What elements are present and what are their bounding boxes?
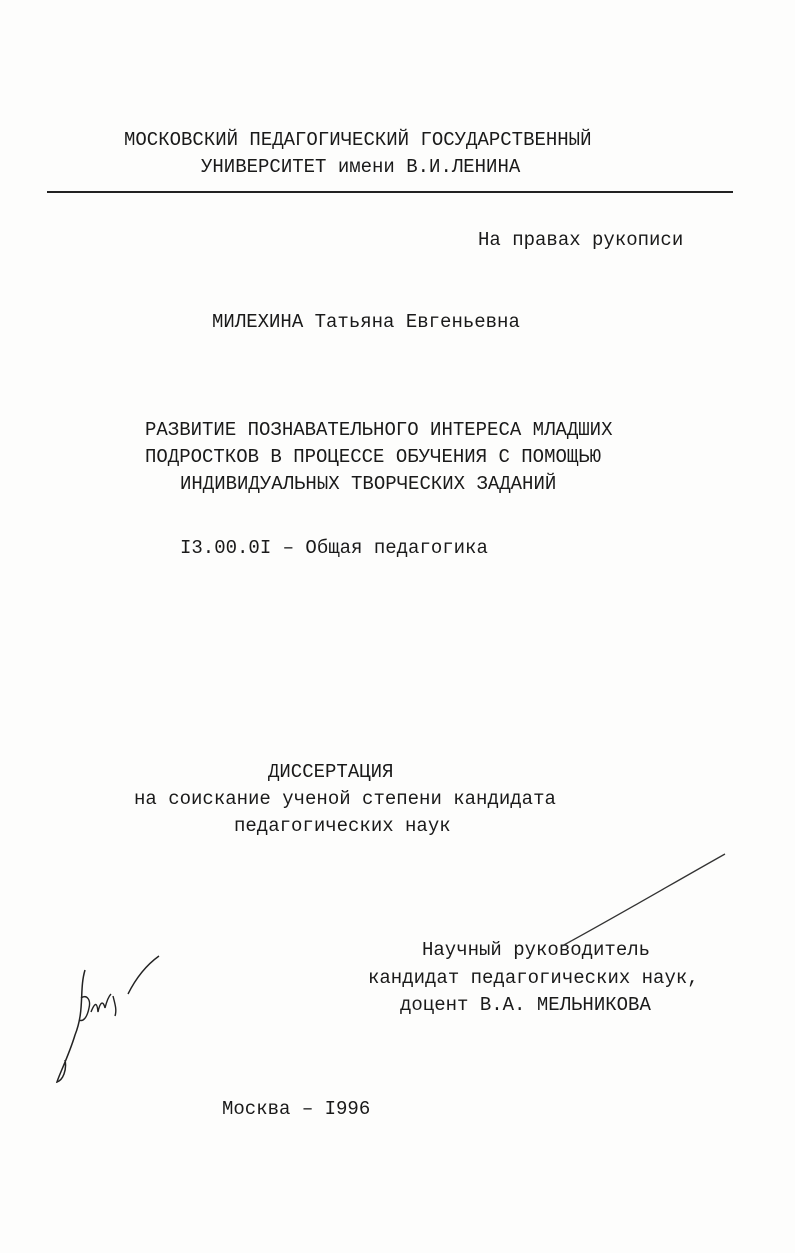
pen-stroke (560, 850, 730, 950)
manuscript-rights: На правах рукописи (478, 229, 684, 251)
header-divider (47, 191, 733, 193)
title-line-1: РАЗВИТИЕ ПОЗНАВАТЕЛЬНОГО ИНТЕРЕСА МЛАДШИХ (145, 419, 613, 441)
handwritten-signature (45, 950, 175, 1090)
dissertation-line-1: на соискание ученой степени кандидата (134, 788, 556, 810)
author-name: МИЛЕХИНА Татьяна Евгеньевна (212, 311, 520, 333)
supervisor-line-3: доцент В.А. МЕЛЬНИКОВА (400, 994, 651, 1016)
title-line-2: ПОДРОСТКОВ В ПРОЦЕССЕ ОБУЧЕНИЯ С ПОМОЩЬЮ (145, 446, 602, 468)
dissertation-line-2: педагогических наук (234, 815, 451, 837)
city-year: Москва – I996 (222, 1098, 371, 1120)
supervisor-line-2: кандидат педагогических наук, (368, 967, 699, 989)
dissertation-label: ДИССЕРТАЦИЯ (268, 761, 394, 783)
institution-line-1: МОСКОВСКИЙ ПЕДАГОГИЧЕСКИЙ ГОСУДАРСТВЕННЫЙ (124, 129, 592, 151)
specialty-code: I3.00.0I – Общая педагогика (180, 537, 488, 559)
supervisor-line-1: Научный руководитель (422, 939, 651, 961)
title-line-3: ИНДИВИДУАЛЬНЫХ ТВОРЧЕСКИХ ЗАДАНИЙ (180, 473, 557, 495)
institution-line-2: УНИВЕРСИТЕТ имени В.И.ЛЕНИНА (201, 156, 521, 178)
